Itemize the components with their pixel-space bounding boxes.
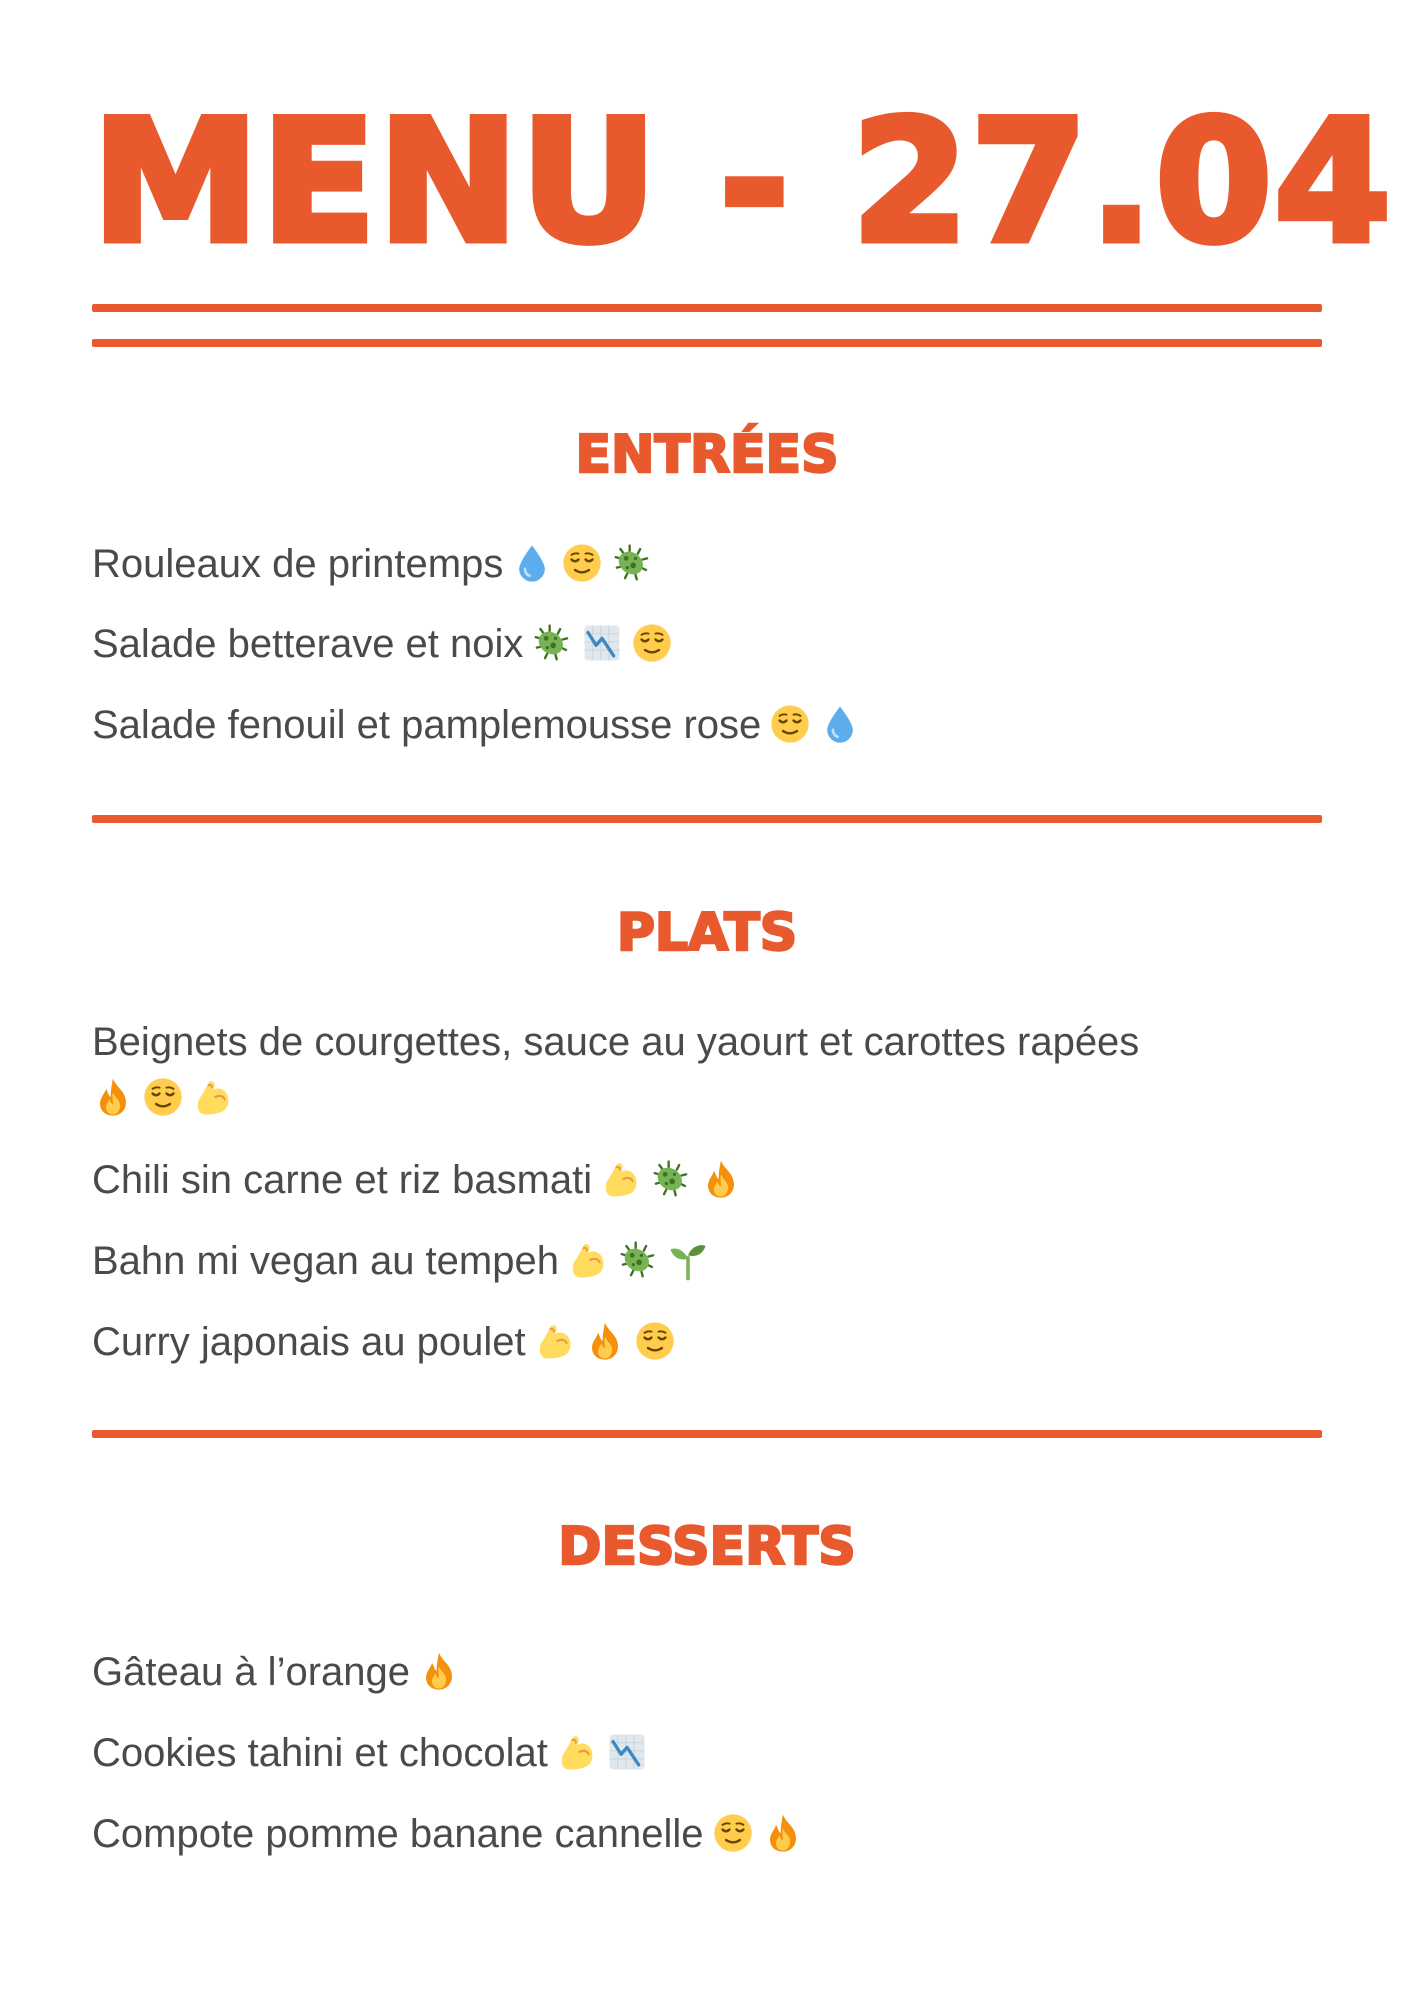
fire-icon xyxy=(92,1076,134,1118)
flexed-biceps-icon xyxy=(600,1158,642,1200)
microbe-icon xyxy=(611,542,653,584)
droplet-icon xyxy=(819,703,861,745)
menu-item-label: Compote pomme banane cannelle xyxy=(92,1812,704,1856)
menu-item-label: Bahn mi vegan au tempeh xyxy=(92,1239,559,1283)
relieved-face-icon xyxy=(631,622,673,664)
section-title-plats: PLATS xyxy=(616,903,798,963)
microbe-icon xyxy=(531,622,573,664)
microbe-icon xyxy=(650,1158,692,1200)
menu-item-icons xyxy=(84,1070,1322,1126)
flexed-biceps-icon xyxy=(534,1320,576,1362)
relieved-face-icon xyxy=(142,1076,184,1118)
flexed-biceps-icon xyxy=(192,1076,234,1118)
chart-decreasing-icon xyxy=(606,1731,648,1773)
chart-decreasing-icon xyxy=(581,622,623,664)
menu-item-label: Beignets de courgettes, sauce au yaourt et carottes rapées xyxy=(92,1020,1140,1064)
menu-item xyxy=(92,1014,1322,1126)
relieved-face-icon xyxy=(634,1320,676,1362)
menu-item-label: Cookies tahini et chocolat xyxy=(92,1731,548,1775)
menu-item-label: Salade betterave et noix xyxy=(92,622,524,666)
microbe-icon xyxy=(617,1239,659,1281)
fire-icon xyxy=(700,1158,742,1200)
fire-icon xyxy=(418,1650,460,1692)
menu-item xyxy=(92,1152,1322,1208)
fire-icon xyxy=(584,1320,626,1362)
menu-item xyxy=(92,616,1322,672)
relieved-face-icon xyxy=(561,542,603,584)
relieved-face-icon xyxy=(712,1812,754,1854)
fire-icon xyxy=(762,1812,804,1854)
menu-item xyxy=(92,1644,1322,1700)
section-title-entrees: ENTRÉES xyxy=(575,425,839,485)
menu-item xyxy=(92,1314,1322,1370)
menu-item-label: Rouleaux de printemps xyxy=(92,542,504,586)
menu-item xyxy=(92,697,1322,753)
flexed-biceps-icon xyxy=(556,1731,598,1773)
seedling-icon xyxy=(667,1239,709,1281)
droplet-icon xyxy=(511,542,553,584)
menu-item-label: Gâteau à l’orange xyxy=(92,1650,411,1694)
title-divider-top xyxy=(92,304,1322,312)
menu-item xyxy=(92,1725,1322,1781)
menu-item-label: Chili sin carne et riz basmati xyxy=(92,1158,593,1202)
relieved-face-icon xyxy=(769,703,811,745)
menu-item xyxy=(92,1806,1322,1862)
section-divider xyxy=(92,1430,1322,1438)
menu-item-label: Salade fenouil et pamplemousse rose xyxy=(92,703,762,747)
menu-item-label: Curry japonais au poulet xyxy=(92,1320,526,1364)
menu-item xyxy=(92,536,1322,592)
flexed-biceps-icon xyxy=(567,1239,609,1281)
title-divider-bottom xyxy=(92,339,1322,347)
menu-item xyxy=(92,1233,1322,1289)
section-title-desserts: DESSERTS xyxy=(558,1517,856,1577)
menu-title: MENU - 27.04 xyxy=(92,84,1394,280)
section-divider xyxy=(92,815,1322,823)
